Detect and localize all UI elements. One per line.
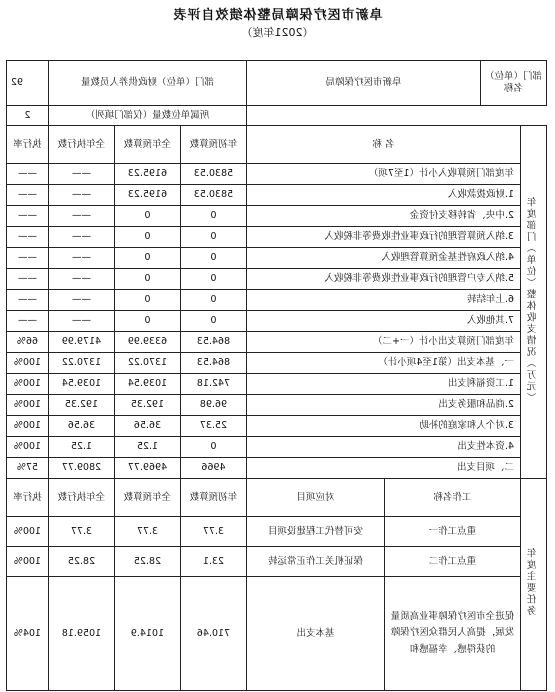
budget-row: 1.财政拨款收入 5830.53 6195.23 —— —— [6,185,546,206]
task-row: 重点工作二 保证机关工作正常运转 23.1 28.25 28.25 100% [6,547,546,577]
header-row-sub-units [6,106,546,126]
budget-row: 5.纳入专户管理的行政事业性收费等非税收入 0 0 —— —— [6,269,546,290]
budget-column-headers [6,126,546,164]
staff-value: 92 [6,61,48,106]
budget-row: 7.其他收入 0 0 —— —— [6,311,546,332]
budget-row: 3.纳入预算管理的行政事业性收费等非税收入 0 0 —— —— [6,227,546,248]
col-task: 工作名称 [384,479,520,517]
budget-row: 4.资本性支出 0 1.25 1.25 100% [6,437,546,458]
budget-row: 一、基本支出（第1至4项小计） 864.53 1370.22 1370.22 100% [6,353,546,374]
budget-row: 6.上年结转 0 0 —— —— [6,290,546,311]
tasks-section-label: 年度主要任务 [521,479,547,691]
sub-units-label: 所属单位数量（仅部门填列） [48,106,246,126]
col-task-initial: 年初预算数 [180,479,246,517]
col-name: 名 称 [246,126,520,164]
budget-row: 二、项目支出 4966 4969.77 2809.77 57% [6,458,546,479]
budget-row: 3.对个人和家庭的补助 25.37 36.56 36.56 100% [6,416,546,437]
dept-label: 部门（单位）名称 [480,61,546,106]
col-task-rate: 执行率 [6,479,48,517]
col-full-budget: 全年预算数 [114,126,180,164]
col-task-full-budget: 全年预算数 [114,479,180,517]
budget-section-label: 年度部门（单位）整体收支情况（万元） [521,126,547,479]
budget-row: 2.中央、省转移支付资金 0 0 —— —— [6,206,546,227]
budget-row: 4.纳入政府性基金预算管理收入 0 0 —— —— [6,248,546,269]
budget-row: 1.工资福利支出 742.18 1039.54 1039.54 100% [6,374,546,395]
task-row: 重点工作一 安可替代工程建设项目 3.77 3.77 3.77 100% [6,517,546,547]
document-subtitle: （2021年度） [241,26,314,39]
header-row-dept [6,61,546,106]
budget-row: 年度部门预算支出小计（一+二） 864.53 6339.99 4179.99 66% [6,332,546,353]
budget-row: 年度部门预算收入小计（1至7项） 5830.53 6195.23 —— —— [6,164,546,185]
dept-name: 阜新市医疗保障局 [246,61,480,106]
tasks-column-headers [6,479,546,517]
col-rate: 执行率 [6,126,48,164]
col-task-full-exec: 全年执行数 [48,479,114,517]
evaluation-table [6,60,547,691]
sub-units-value: 2 [6,106,48,126]
staff-label: 部门（单位）财政供养人员数量 [48,61,246,106]
col-project: 对应项目 [246,479,384,517]
budget-row: 2.商品和服务支出 96.98 192.35 192.35 100% [6,395,546,416]
task-row: 促进全市医疗保障事业高质量发展，提高人民群众医疗保障的获得感、幸福感和 基本支出 710.46 1014.9 1059.18 104% [6,577,546,691]
col-full-exec: 全年执行数 [48,126,114,164]
col-initial: 年初预算数 [180,126,246,164]
document-title: 阜新市医疗保障局整体绩效自评表 [172,8,383,23]
